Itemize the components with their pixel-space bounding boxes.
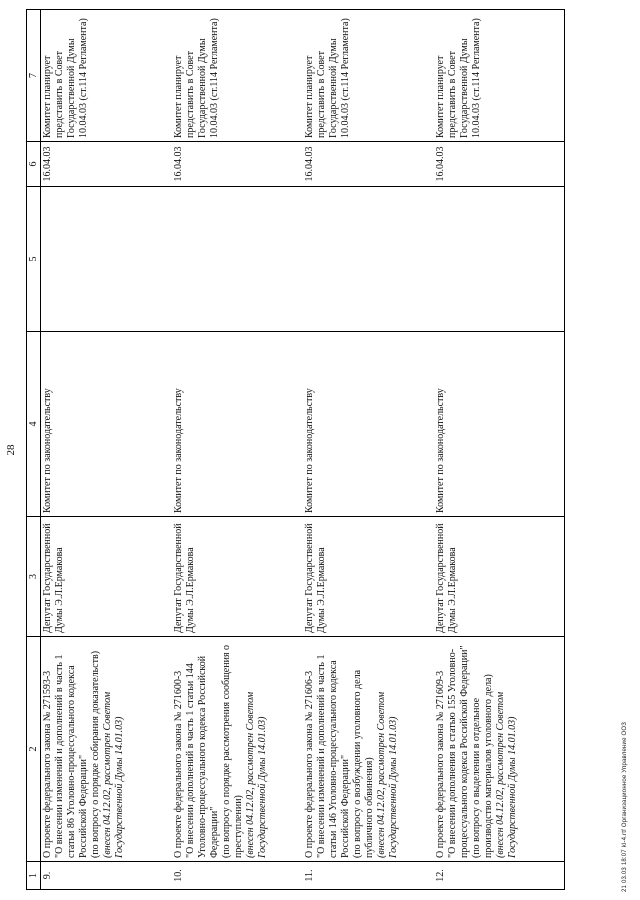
bill-title: О проекте федерального закона № 271606-3	[303, 670, 315, 858]
column-header: 2	[27, 637, 41, 862]
action-cell: Комитет планирует представить в Совет Государственной Думы 10.04.03 (ст.114 Регламента)	[434, 10, 565, 142]
column-header: 7	[27, 10, 41, 142]
date-cell: 16.04.03	[41, 142, 172, 187]
committee-cell: Комитет по законодательству	[434, 332, 565, 517]
action-cell: Комитет планирует представить в Совет Государственной Думы 10.04.03 (ст.114 Регламента)	[41, 10, 172, 142]
bill-name: "О внесении изменений и дополнений в часть 1 статьи 86 Уголовно-процессуального кодекса Российской Федерации"	[54, 654, 89, 858]
bills-table	[26, 9, 565, 890]
action-cell: Комитет планирует представить в Совет Государственной Думы 10.04.03 (ст.114 Регламента)	[172, 10, 303, 142]
table-row	[434, 10, 565, 890]
bill-note: (внесен 04.12.02, рассмотрен Советом Государственной Думы 14.01.03)	[375, 691, 399, 858]
row-number: 10.	[172, 862, 303, 890]
column-header-row	[27, 10, 41, 890]
date-cell: 16.04.03	[434, 142, 565, 187]
bill-name: "О внесении дополнения в статью 155 Уголовно-процессуального кодекса Российской Федерации"	[446, 645, 470, 858]
bill-title: О проекте федерального закона № 271609-3	[434, 670, 446, 858]
action-cell: Комитет планирует представить в Совет Государственной Думы 10.04.03 (ст.114 Регламента)	[303, 10, 434, 142]
bill-cell	[434, 637, 565, 862]
bill-cell	[41, 637, 172, 862]
committee-cell: Комитет по законодательству	[41, 332, 172, 517]
footer-stamp: 21 03.03 18:07 kl-4.rtf Организационное Управление ООЗ	[622, 721, 628, 892]
bill-title: О проекте федерального закона № 271593-3	[42, 670, 53, 858]
bill-name: "О внесении дополнений в часть 1 статьи 144 Уголовно-процессуального кодекса Российской Федерации"	[184, 655, 220, 858]
bill-note: (внесен 04.12.02, рассмотрен Советом Государственной Думы 14.01.03)	[102, 691, 125, 858]
bill-name: "О внесении изменений и дополнений в часть 1 статьи 146 Уголовно-процессуального кодекса Российской Федерации"	[315, 654, 351, 858]
committee-cell: Комитет по законодательству	[303, 332, 434, 517]
author-cell: Депутат Государственной Думы Э.Л.Ермакова	[434, 517, 565, 637]
empty-cell	[41, 187, 172, 332]
column-header: 1	[27, 862, 41, 890]
page-number: 28	[5, 444, 17, 456]
row-number: 11.	[303, 862, 434, 890]
bill-note: (внесен 04.12.02, рассмотрен Советом Государственной Думы 14.01.03)	[244, 691, 268, 858]
empty-cell	[434, 187, 565, 332]
column-header: 3	[27, 517, 41, 637]
author-cell: Депутат Государственной Думы Э.Л.Ермакова	[303, 517, 434, 637]
date-cell: 16.04.03	[172, 142, 303, 187]
column-header: 5	[27, 187, 41, 332]
bill-cell	[303, 637, 434, 862]
table-row	[41, 10, 172, 890]
bill-subject: (по вопросу о порядке рассмотрения сообщения о преступлении)	[220, 644, 244, 858]
column-header: 4	[27, 332, 41, 517]
bill-subject: (по вопросу о возбуждении уголовного дела публичного обвинения)	[351, 669, 375, 858]
author-cell: Депутат Государственной Думы Э.Л.Ермакова	[41, 517, 172, 637]
bill-note: (внесен 04.12.02, рассмотрен Советом Государственной Думы 14.01.03)	[494, 691, 518, 858]
table-row	[303, 10, 434, 890]
author-cell: Депутат Государственной Думы Э.Л.Ермакова	[172, 517, 303, 637]
empty-cell	[172, 187, 303, 332]
table-row	[172, 10, 303, 890]
row-number: 12.	[434, 862, 565, 890]
bill-cell	[172, 637, 303, 862]
row-number: 9.	[41, 862, 172, 890]
bill-title: О проекте федерального закона № 271600-3	[172, 670, 184, 858]
empty-cell	[303, 187, 434, 332]
committee-cell: Комитет по законодательству	[172, 332, 303, 517]
column-header: 6	[27, 142, 41, 187]
bill-subject: (по вопросу о порядке собирания доказательств)	[90, 650, 101, 858]
date-cell: 16.04.03	[303, 142, 434, 187]
bill-subject: (по вопросу о выделении в отдельное производство материалов уголовного дела)	[470, 674, 494, 858]
